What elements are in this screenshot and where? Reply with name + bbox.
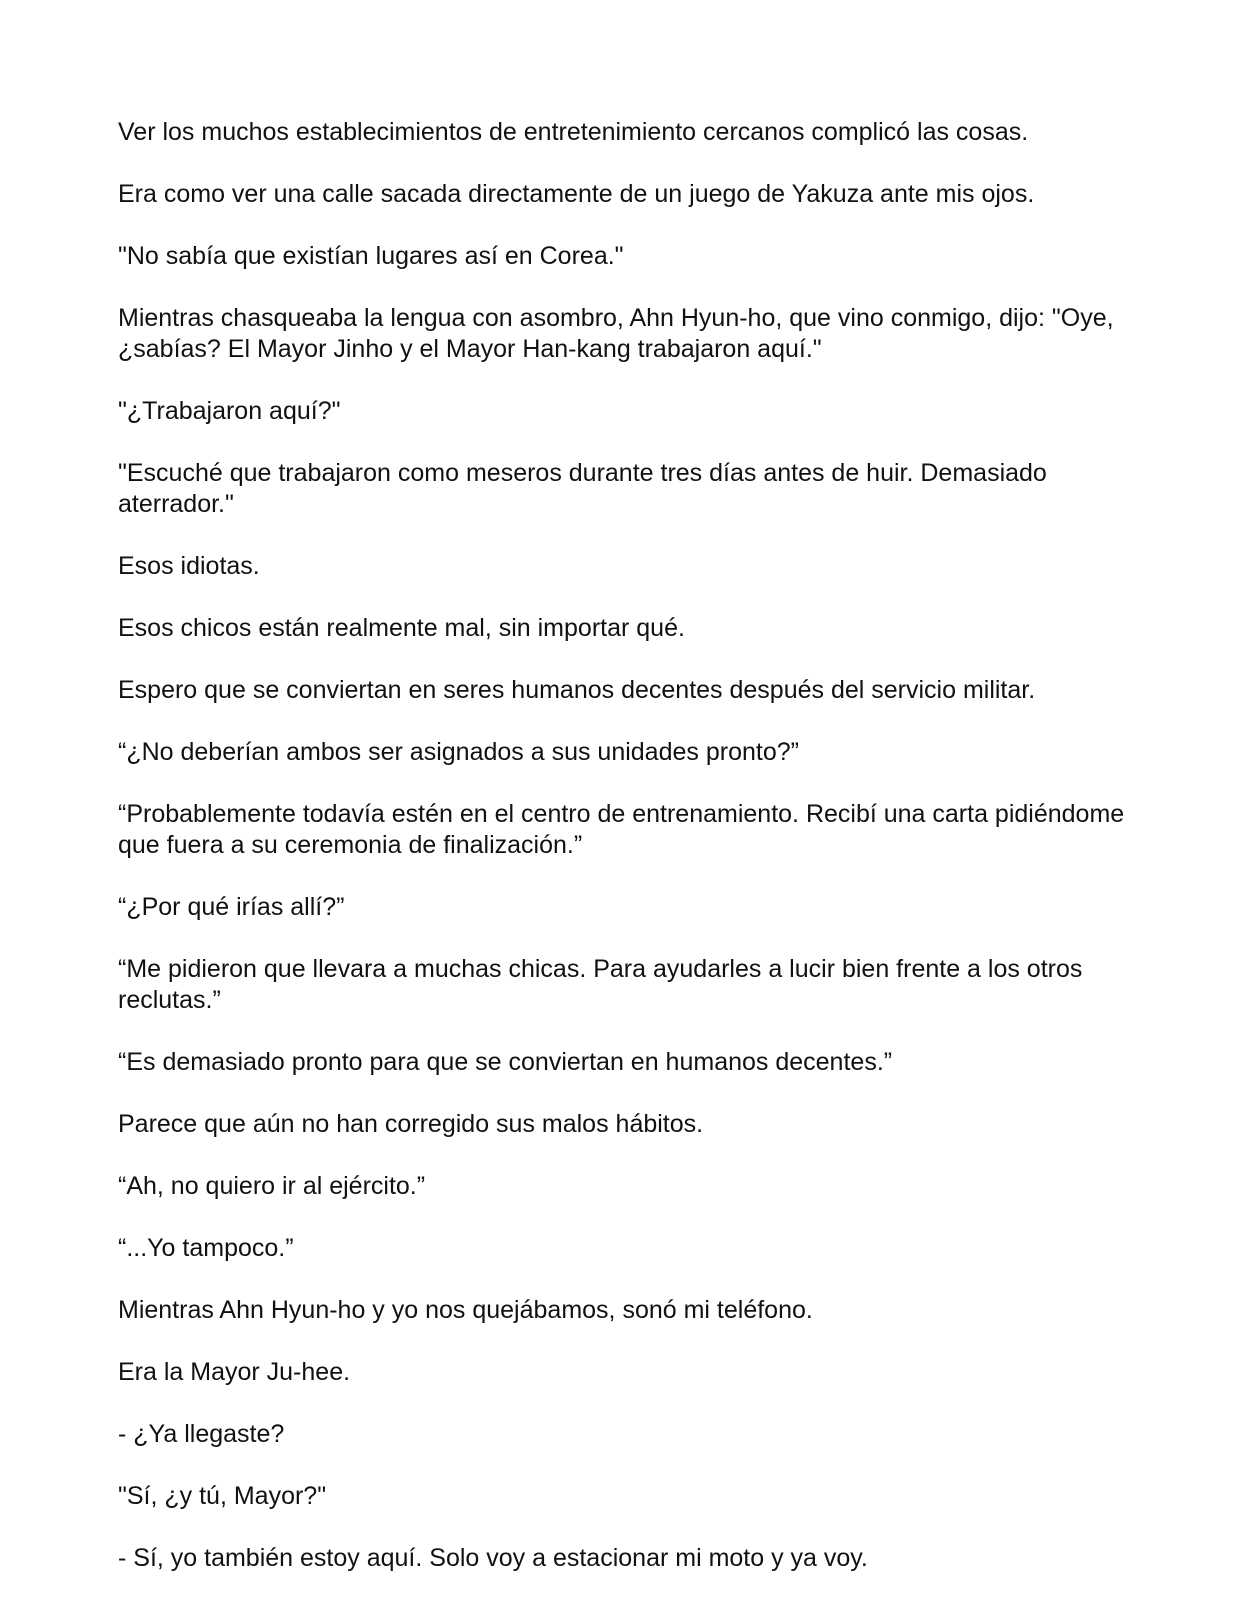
paragraph-12: “¿Por qué irías allí?” bbox=[118, 893, 345, 921]
paragraph-8: Esos chicos están realmente mal, sin importar qué. bbox=[118, 614, 685, 642]
paragraph-20: - ¿Ya llegaste? bbox=[118, 1420, 285, 1448]
paragraph-18: Mientras Ahn Hyun-ho y yo nos quejábamos, sonó mi teléfono. bbox=[118, 1296, 813, 1324]
paragraph-4: Mientras chasqueaba la lengua con asombro, Ahn Hyun-ho, que vino conmigo, dijo: "Oye, ¿sabías? El Mayor Jinho y el Mayor Han-kang trabajaron aquí." bbox=[118, 304, 1114, 363]
paragraph-2: Era como ver una calle sacada directamente de un juego de Yakuza ante mis ojos. bbox=[118, 180, 1035, 208]
paragraph-17: “...Yo tampoco.” bbox=[118, 1234, 294, 1262]
paragraph-16: “Ah, no quiero ir al ejército.” bbox=[118, 1172, 426, 1200]
paragraph-3: "No sabía que existían lugares así en Corea." bbox=[118, 242, 624, 270]
paragraph-7: Esos idiotas. bbox=[118, 552, 260, 580]
paragraph-5: "¿Trabajaron aquí?" bbox=[118, 397, 341, 425]
document-body bbox=[118, 117, 1138, 1574]
paragraph-22: - Sí, yo también estoy aquí. Solo voy a estacionar mi moto y ya voy. bbox=[118, 1544, 868, 1572]
paragraph-6: "Escuché que trabajaron como meseros durante tres días antes de huir. Demasiado aterrador." bbox=[118, 459, 1047, 518]
paragraph-11: “Probablemente todavía estén en el centro de entrenamiento. Recibí una carta pidiéndome que fuera a su ceremonia de finalización.” bbox=[118, 800, 1125, 859]
paragraph-1: Ver los muchos establecimientos de entretenimiento cercanos complicó las cosas. bbox=[118, 118, 1029, 146]
paragraph-14: “Es demasiado pronto para que se conviertan en humanos decentes.” bbox=[118, 1048, 893, 1076]
paragraph-15: Parece que aún no han corregido sus malos hábitos. bbox=[118, 1110, 704, 1138]
paragraph-10: “¿No deberían ambos ser asignados a sus unidades pronto?” bbox=[118, 738, 799, 766]
paragraph-21: "Sí, ¿y tú, Mayor?" bbox=[118, 1482, 327, 1510]
paragraph-13: “Me pidieron que llevara a muchas chicas. Para ayudarles a lucir bien frente a los otros reclutas.” bbox=[118, 955, 1083, 1014]
paragraph-19: Era la Mayor Ju-hee. bbox=[118, 1358, 351, 1386]
paragraph-9: Espero que se conviertan en seres humanos decentes después del servicio militar. bbox=[118, 676, 1036, 704]
